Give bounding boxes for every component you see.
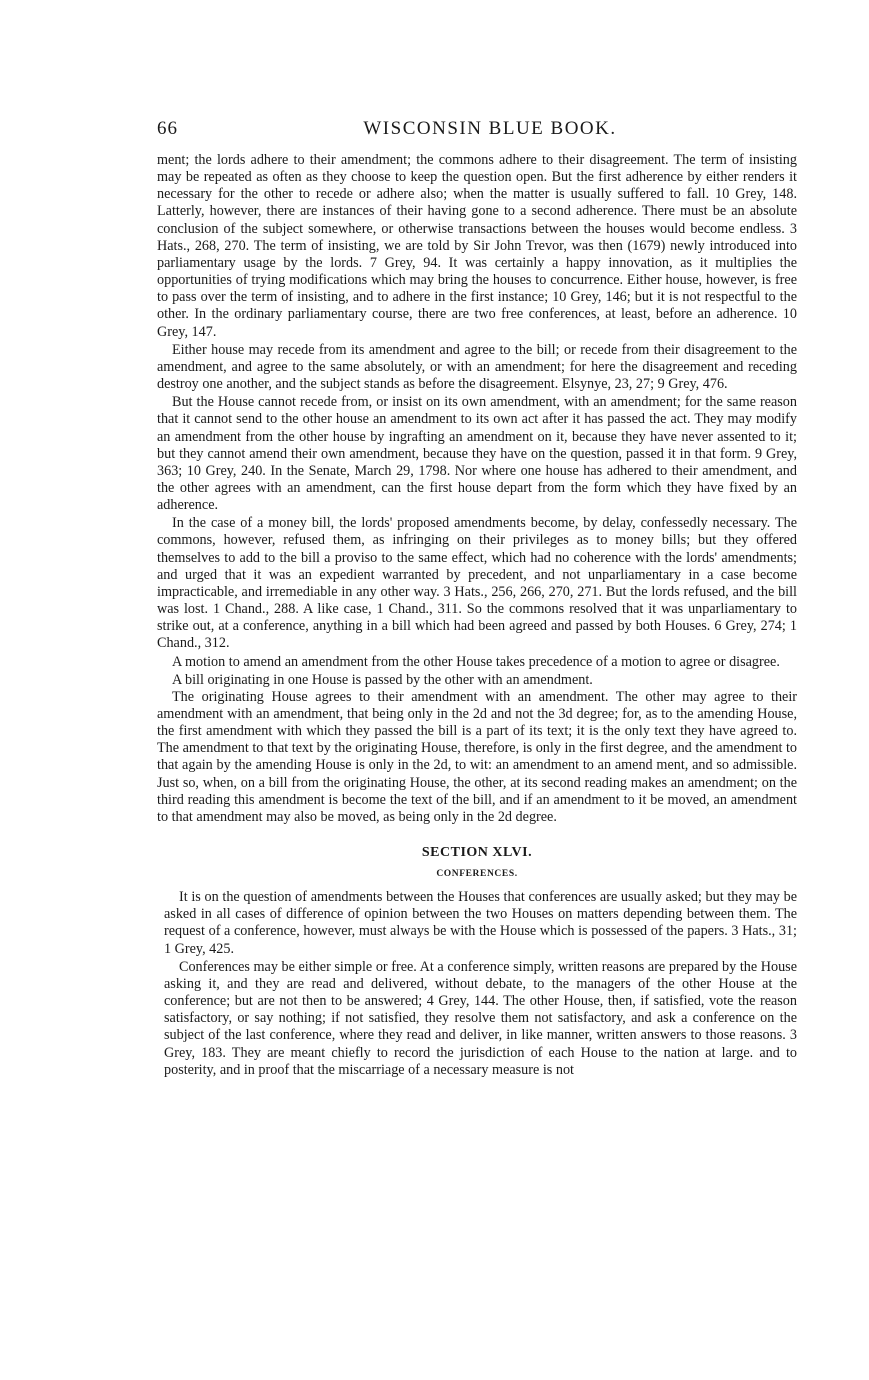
- section-body: [157, 889, 797, 1079]
- paragraph-conference-types: Conferences may be either simple or free. At a conference simply, written reasons are prepared by the House asking it, and they are read and delivered, without debate, to the managers of the other House at the conference; but are not then to be answered; 4 Grey, 144. The other House, then, if satisfied, vote the reason satisfactory, or say nothing; if not satisfied, they resolve them not satisfactory, and ask a conference on the subject of the last conference, where they read and deliver, in like manner, written answers to those reasons. 3 Grey, 183. They are meant chiefly to record the jurisdiction of each House to the nation at large. and to posterity, and in proof that the miscarriage of a necessary measure is not: [164, 958, 797, 1078]
- paragraph-bill-originating: A bill originating in one House is passed by the other with an amendment.: [172, 671, 593, 688]
- body-text: [157, 152, 797, 826]
- book-page: [157, 116, 797, 1079]
- paragraph-continuation: ment; the lords adhere to their amendment; the commons adhere to their disagreement. The term of insisting may be repeated as often as they choose to keep the question open. But the first adherence by either renders it necessary for the other to recede or adhere also; when the matter is usually suffered to fall. 10 Grey, 148. Latterly, however, there are instances of their having gone to a second adherence. There must be an absolute conclusion of the subject somewhere, or otherwise transactions between the houses would become endless. 3 Hats., 268, 270. The term of insisting, we are told by Sir John Trevor, was then (1679) newly introduced into parliamentary usage by the lords. 7 Grey, 94. It was certainly a happy innovation, as it multiplies the opportunities of trying modifications which may bring the houses to concurrence. Either house, however, is free to pass over the term of insisting, and to adhere in the first instance; 10 Grey, 146; but it is not respectful to the other. In the ordinary parliamentary course, there are two free conferences, at least, before an adherence. 10 Grey, 147.: [157, 152, 797, 340]
- running-head: [157, 116, 797, 146]
- paragraph-conference-asked: It is on the question of amendments between the Houses that conferences are usually asked; but they may be asked in all cases of difference of opinion between the two Houses on matters depending between them. The request of a conference, however, must always be with the House which is possessed of the papers. 3 Hats., 31; 1 Grey, 425.: [164, 889, 797, 957]
- page-number: 66: [157, 118, 178, 139]
- paragraph-originating-house: The originating House agrees to their amendment with an amendment. The other may agree to their amendment with an amendment, that being only in the 2d and not the 3d degree; for, as to the amending House, the first amendment with which they passed the bill is a part of its text; it is the only text they have agreed to. The amendment to that text by the originating House, therefore, is only in the first degree, and the amendment to that again by the amending House is only in the 2d, to wit: an amendment to an amend ment, and so admissible. Just so, when, on a bill from the originating House, the other, at its second reading makes an amendment; on the third reading this amendment is become the text of the bill, and if an amendment to it be moved, an amendment to that amendment may also be moved, as being only in the 2d degree.: [157, 688, 797, 825]
- paragraph-motion-precedence: A motion to amend an amendment from the other House takes precedence of a motion to agree or disagree.: [172, 653, 780, 670]
- section-subheading: CONFERENCES.: [436, 869, 518, 880]
- paragraph-recede: Either house may recede from its amendment and agree to the bill; or recede from their disagreement to the amendment, and agree to the same absolutely, or with an amendment; for here the disagreement and receding destroy one another, and the subject stands as before the disagreement. Elsynye, 23, 27; 9 Grey, 476.: [157, 341, 797, 393]
- paragraph-money-bill: In the case of a money bill, the lords' proposed amendments become, by delay, confessedly necessary. The commons, however, refused them, as infringing on their privileges as to money bills; but they offered themselves to add to the bill a proviso to the same effect, which had no coherence with the lords' amendments; and urged that it was an expedient warranted by precedent, and not unparliamentary in a case become impracticable, and irremediable in any other way. 3 Hats., 256, 266, 270, 271. But the lords refused, and the bill was lost. 1 Chand., 288. A like case, 1 Chand., 311. So the commons resolved that it was unparliamentary to strike out, at a conference, anything in a bill which had been agreed and passed by both Houses. 6 Grey, 274; 1 Chand., 312.: [157, 515, 797, 652]
- section-heading: SECTION XLVI.: [421, 845, 533, 861]
- book-title: WISCONSIN BLUE BOOK.: [363, 118, 617, 139]
- paragraph-insist-amendment: But the House cannot recede from, or insist on its own amendment, with an amendment; for the same reason that it cannot send to the other house an amendment to its own act after it has passed the act. They may modify an amendment from the other house by ingrafting an amendment on it, because they have never assented to it; but they cannot amend their own amendment, because they have on the question, passed it in that form. 9 Grey, 363; 10 Grey, 240. In the Senate, March 29, 1798. Nor where one house has adhered to their amendment, and the other agrees with an amendment, can the first house depart from the form which they have fixed by an adherence.: [157, 394, 797, 514]
